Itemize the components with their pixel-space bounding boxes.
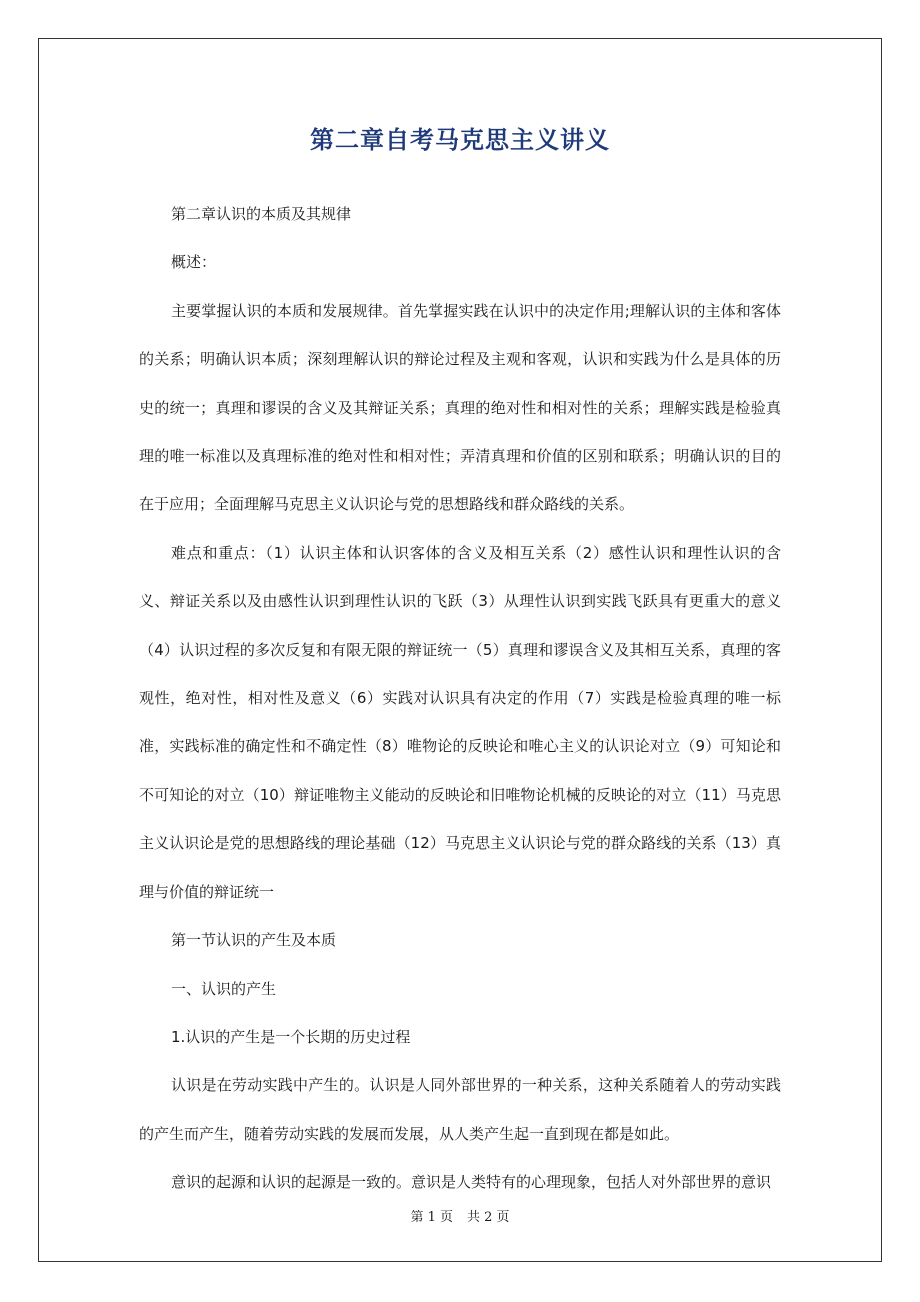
page-number: 第 1 页 (410, 1210, 453, 1225)
key-points-paragraph: 难点和重点：（1）认识主体和认识客体的含义及相互关系（2）感性认识和理性认识的含义、辩证关系以及由感性认识到理性认识的飞跃（3）从理性认识到实践飞跃具有更重大的意义（4）认识过程的多次反复和有限无限的辩证统一（5）真理和谬误含义及其相互关系，真理的客观性，绝对性，相对性及意义（6）实践对认识具有决定的作用（7）实践是检验真理的唯一标准，实践标准的确定性和不确定性（8）唯物论的反映论和唯心主义的认识论对立（9）可知论和不可知论的对立（10）辩证唯物主义能动的反映论和旧唯物论机械的反映论的对立（11）马克思主义认识论是党的思想路线的理论基础（12）马克思主义认识论与党的群众路线的关系（13）真理与价值的辩证统一 (139, 543, 781, 901)
subsection-heading: 一、认识的产生 (171, 979, 277, 998)
page-total: 共 2 页 (467, 1210, 510, 1225)
body-paragraph: 意识的起源和认识的起源是一致的。意识是人类特有的心理现象，包括人对外部世界的意识 (171, 1173, 772, 1192)
overview-label: 概述： (171, 253, 217, 272)
page-footer (0, 1206, 920, 1225)
chapter-heading: 第二章认识的本质及其规律 (171, 205, 352, 223)
document-title: 第二章自考马克思主义讲义 (310, 126, 610, 154)
section-heading: 第一节认识的产生及本质 (171, 931, 337, 950)
overview-paragraph: 主要掌握认识的本质和发展规律。首先掌握实践在认识中的决定作用;理解认识的主体和客体的关系；明确认识本质；深刻理解认识的辩论过程及主观和客观，认识和实践为什么是具体的历史的统一；真理和谬误的含义及其辩证关系；真理的绝对性和相对性的关系；理解实践是检验真理的唯一标准以及真理标准的绝对性和相对性；弄清真理和价值的区别和联系；明确认识的目的在于应用；全面理解马克思主义认识论与党的思想路线和群众路线的关系。 (139, 301, 781, 514)
body-paragraph: 认识是在劳动实践中产生的。认识是人同外部世界的一种关系，这种关系随着人的劳动实践的产生而产生，随着劳动实践的发展而发展，从人类产生起一直到现在都是如此。 (139, 1076, 781, 1143)
point-heading: 1.认识的产生是一个长期的历史过程 (171, 1027, 411, 1046)
document-body (139, 190, 781, 1207)
